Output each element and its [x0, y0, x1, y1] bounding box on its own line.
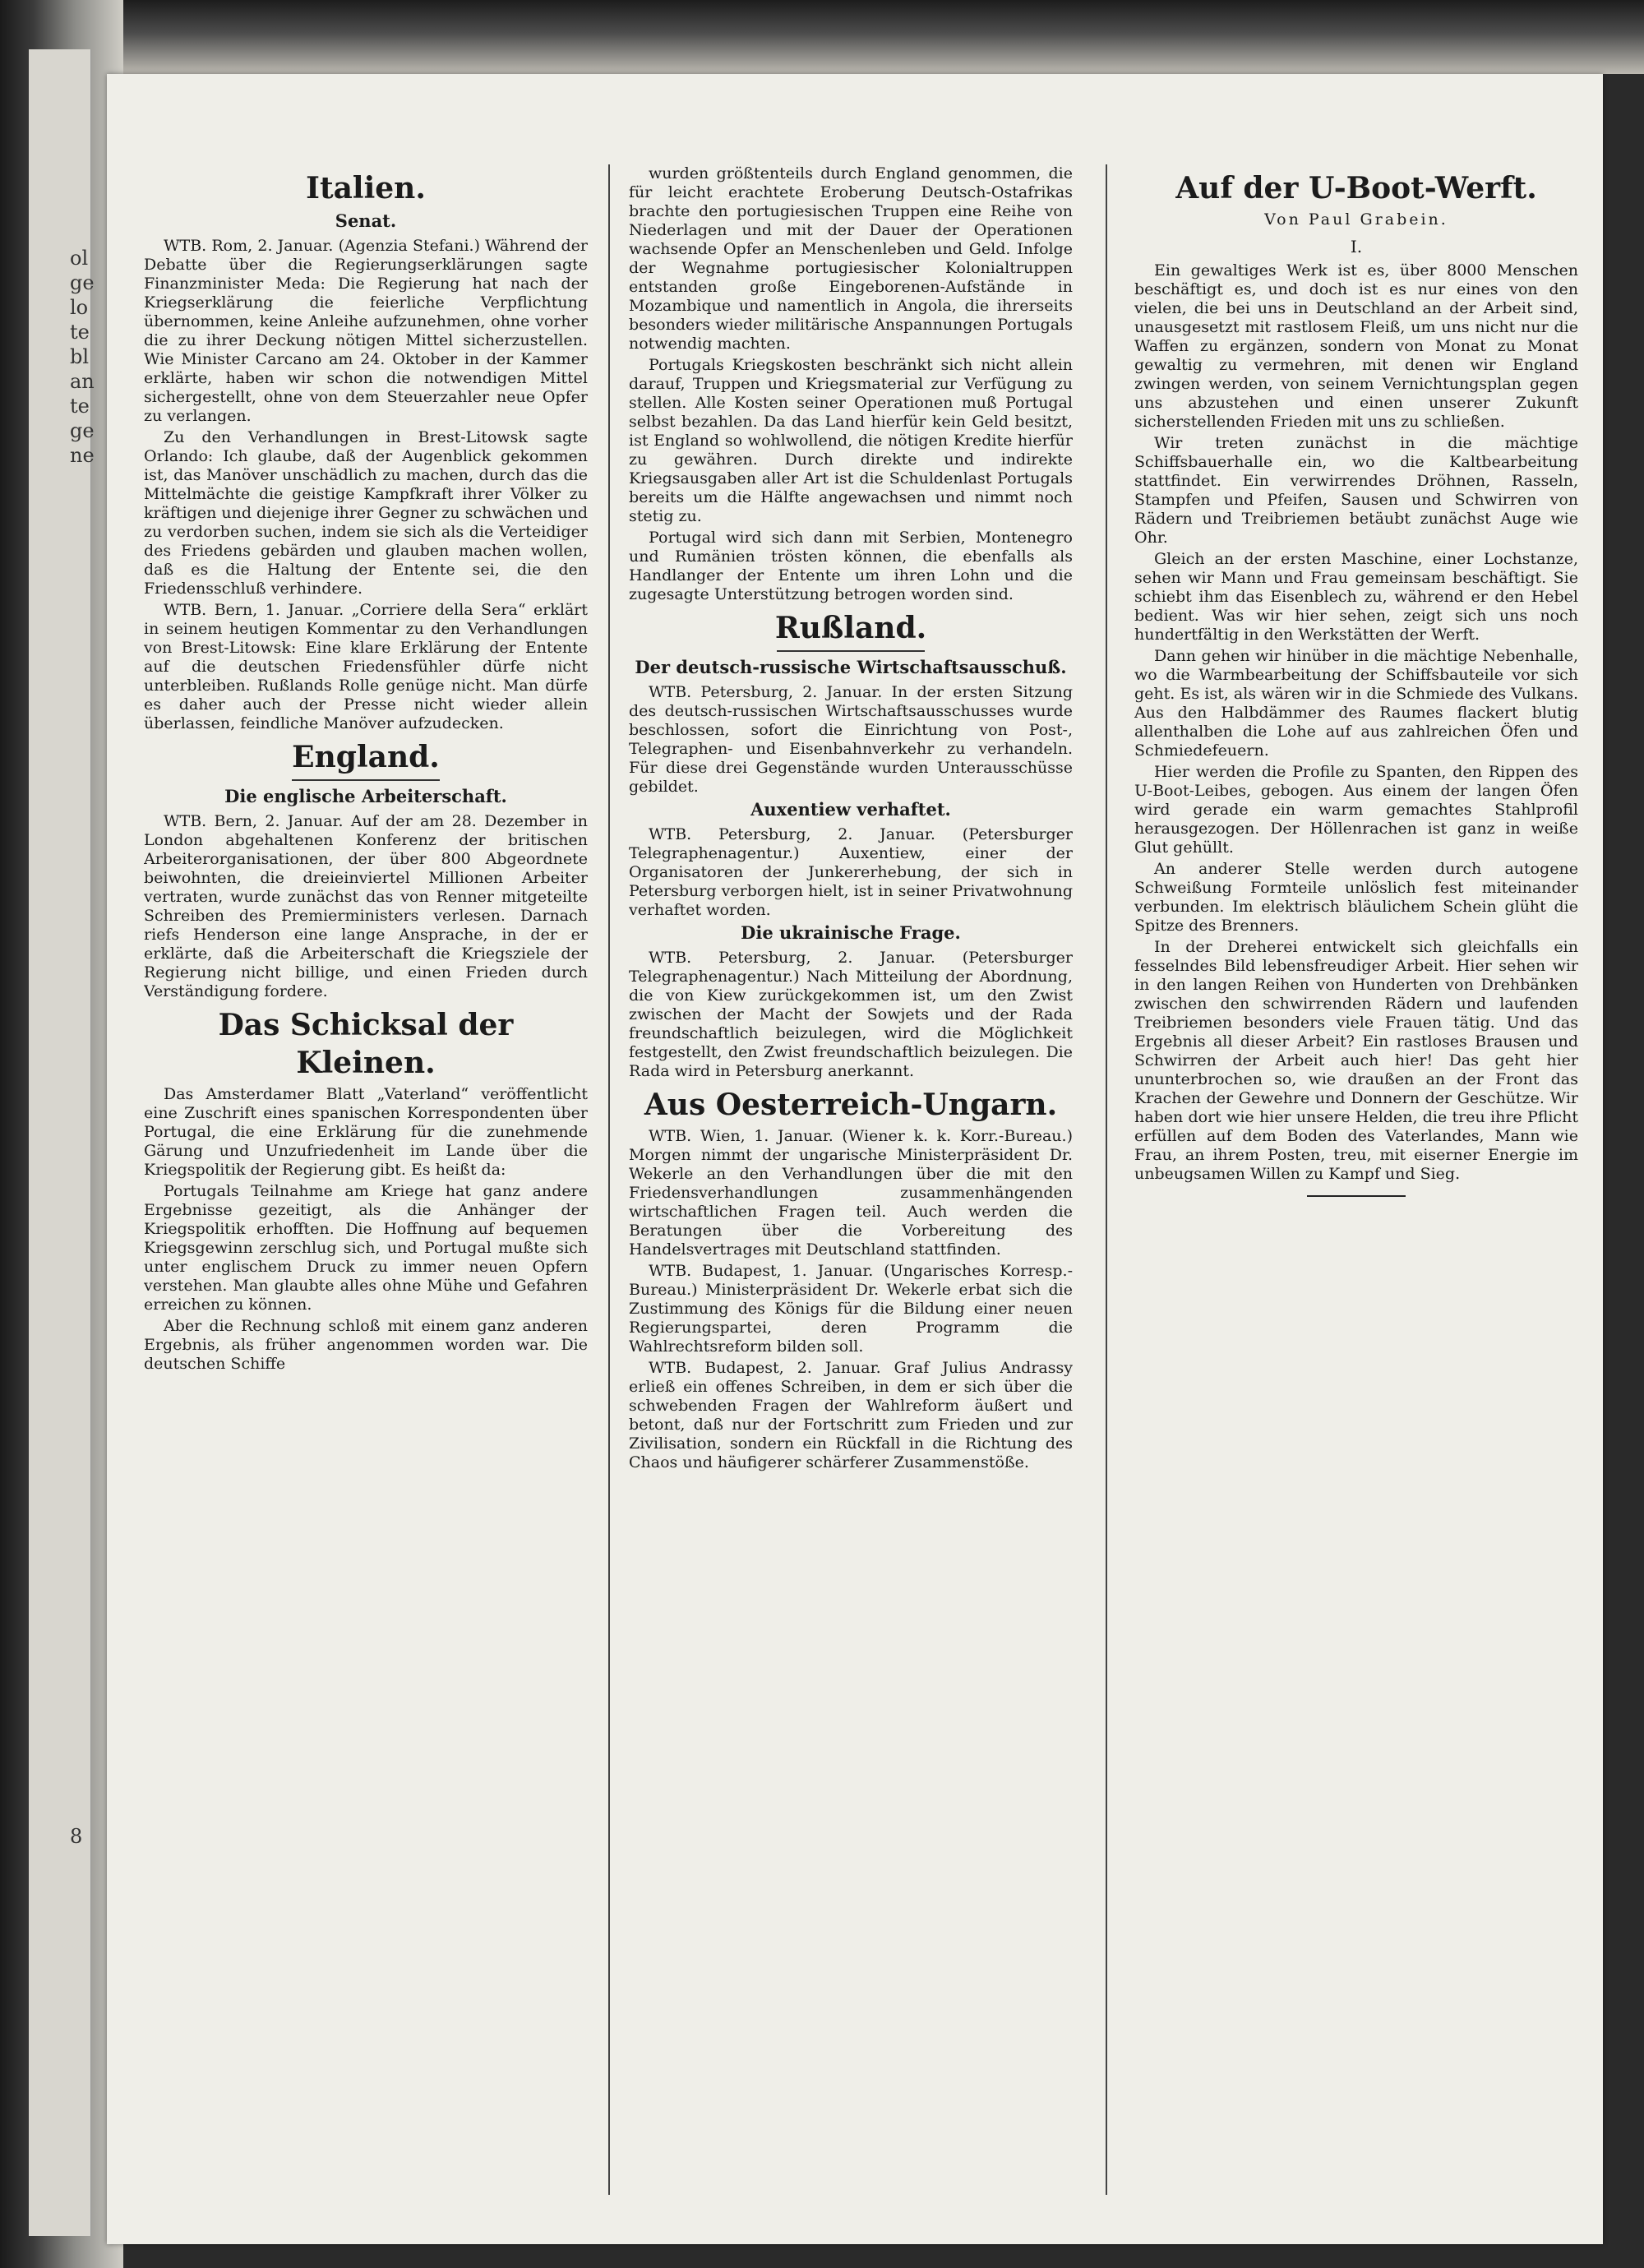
- binder-text: ol: [70, 247, 89, 270]
- part-number: I.: [1350, 237, 1363, 256]
- column-1: [144, 164, 588, 2195]
- article-paragraph: An anderer Stelle werden durch autogene Schweißung Formteile unlöslich fest miteinander verbunden. Im elektrisch bläulichem Schein glüht die Spitze des Brenners.: [1134, 860, 1578, 935]
- binder-text: te: [70, 395, 90, 418]
- scan-top-edge: [0, 0, 1644, 74]
- headline-underline: [777, 650, 925, 652]
- subhead-senat: Senat.: [335, 210, 397, 231]
- headline-italien: Italien.: [306, 171, 426, 206]
- article-paragraph: Gleich an der ersten Maschine, einer Lochstanze, sehen wir Mann und Frau gemeinsam beschäftigt. Sie schiebt ihm das Eisenblech zu, während er den Hebel bedient. Was wir hier sehen, zeigt sich uns noch hundertfältig in den Werkstätten der Werft.: [1134, 550, 1578, 644]
- end-rule: [1307, 1195, 1406, 1197]
- article-paragraph: Das Amsterdamer Blatt „Vaterland“ veröffentlicht eine Zuschrift eines spanischen Korrespondenten über Portugal, die eine Erklärung für die zunehmende Gärung und Unzufriedenheit im Lande über die Kriegspolitik der Regierung gibt. Es heißt da:: [144, 1085, 588, 1179]
- article-paragraph: In der Dreherei entwickelt sich gleichfalls ein fesselndes Bild lebensfreudiger Arbeit. Hier sehen wir in den langen Reihen von Hunderten von Drehbänken zwischen den schwirrenden Rädern und laufenden Treibriemen besonders viele Frauen tätig. Und das Ergebnis all dieser Arbeit? Ein rastloses Brausen und Schwirren der Arbeit auch hier! Das geht hier ununterbrochen so, wie draußen an der Front das Krachen der Gewehre und Donnern der Geschütze. Wir haben dort wie hier unsere Helden, die treu ihre Pflicht erfüllen auf dem Boden des Vaterlandes, Mann wie Frau, an ihrem Posten, treu, mit eiserner Energie im unbeugsamen Willen zu Kampf und Sieg.: [1134, 938, 1578, 1183]
- binder-text: ne: [70, 444, 95, 467]
- article-paragraph: Portugals Teilnahme am Kriege hat ganz andere Ergebnisse gezeitigt, als die Anhänger der Kriegspolitik erhofften. Die Hoffnung auf bequemen Kriegsgewinn zerschlug sich, und Portugal mußte sich unter englischem Druck zu immer neuen Opfern verstehen. Man glaubte alles ohne Mühe und Gefahren erreichen zu können.: [144, 1182, 588, 1314]
- article-paragraph: Hier werden die Profile zu Spanten, den Rippen des U-Boot-Leibes, gebogen. Aus einem der langen Öfen wird gerade ein warm gemachtes Stahlprofil herausgezogen. Der Höllenrachen ist ganz in weiße Glut gehüllt.: [1134, 763, 1578, 857]
- newspaper-page: [107, 74, 1603, 2244]
- headline-england: England.: [292, 740, 440, 774]
- article-paragraph: Wir treten zunächst in die mächtige Schiffsbauerhalle ein, wo die Kaltbearbeitung stattfindet. Ein verwirrendes Dröhnen, Rasseln, Stampfen und Pfeifen, Sausen und Schwirren von Rädern und Treibriemen betäubt zunächst Auge wie Ohr.: [1134, 434, 1578, 547]
- article-paragraph: Portugal wird sich dann mit Serbien, Montenegro und Rumänien trösten können, die ebenfalls als Handlanger der Entente um ihren Lohn und die zugesagte Unterstützung betrogen worden sind.: [629, 529, 1073, 603]
- article-paragraph: WTB. Wien, 1. Januar. (Wiener k. k. Korr.-Bureau.) Morgen nimmt der ungarische Ministerpräsident Dr. Wekerle an den Verhandlungen über die mit den Friedensverhandlungen zusammenhängenden wirtschaftlichen Fragen teil. Auch werden die Beratungen über die Vorbereitung des Handelsvertrages mit Deutschland stattfinden.: [629, 1127, 1073, 1259]
- binder-text: ge: [70, 419, 95, 442]
- article-paragraph: Aber die Rechnung schloß mit einem ganz anderen Ergebnis, als früher angenommen worden war. Die deutschen Schiffe: [144, 1317, 588, 1373]
- byline: Von Paul Grabein.: [1264, 210, 1448, 229]
- headline-underline: [292, 779, 440, 781]
- subhead-ukrainische-frage: Die ukrainische Frage.: [741, 922, 961, 943]
- article-paragraph: Portugals Kriegskosten beschränkt sich nicht allein darauf, Truppen und Kriegsmaterial zur Verfügung zu stellen. Alle Kosten seiner Operationen muß Portugal selbst bezahlen. Da das Land hierfür kein Geld besitzt, ist England so wohlwollend, die nötigen Kredite hierfür zu gewähren. Durch direkte und indirekte Kriegsausgaben aller Art ist die Schuldenlast Portugals bereits um die Hälfte angewachsen und nimmt noch stetig zu.: [629, 356, 1073, 525]
- article-paragraph: WTB. Budapest, 2. Januar. Graf Julius Andrassy erließ ein offenes Schreiben, in dem er sich über die schwebenden Fragen der Wahlreform äußert und betont, daß nur der Fortschritt zum Frieden und zur Zivilisation, sondern ein Rückfall in die Richtung des Chaos und häufigerer schärferer Zusammenstöße.: [629, 1359, 1073, 1471]
- article-paragraph: WTB. Petersburg, 2. Januar. (Petersburger Telegraphenagentur.) Auxentiew, einer der Organisatoren der Junkererhebung, der sich in Petersburg verborgen hielt, ist in seiner Privatwohnung verhaftet worden.: [629, 825, 1073, 919]
- subhead-wirtschaftsausschuss: Der deutsch-russische Wirtschaftsausschuß.: [635, 657, 1067, 677]
- article-paragraph: WTB. Petersburg, 2. Januar. (Petersburger Telegraphenagentur.) Nach Mitteilung der Abordnung, die von Kiew zurückgekommen ist, um den Zwist zwischen der Macht der Sowjets und der Rada freundschaftlich beizulegen, wird die Möglichkeit festgestellt, den Zwist freundschaftlich beizulegen. Die Rada wird in Petersburg anerkannt.: [629, 949, 1073, 1080]
- binder-text: an: [70, 370, 95, 393]
- headline-uboot-werft: Auf der U-Boot-Werft.: [1175, 171, 1537, 206]
- subhead-auxentiew: Auxentiew verhaftet.: [750, 799, 951, 820]
- binder-text: 8: [70, 1825, 83, 1848]
- binder-text: lo: [70, 296, 89, 319]
- column-rule: [608, 164, 610, 2195]
- headline-oesterreich: Aus Oesterreich-Ungarn.: [644, 1088, 1058, 1122]
- article-paragraph: WTB. Petersburg, 2. Januar. In der ersten Sitzung des deutsch-russischen Wirtschaftsausschusses wurde beschlossen, sofort die Einrichtung von Post-, Telegraphen- und Eisenbahnverkehr zu verhandeln. Für diese drei Gegenstände wurden Unterausschüsse gebildet.: [629, 683, 1073, 796]
- article-paragraph: WTB. Bern, 2. Januar. Auf der am 28. Dezember in London abgehaltenen Konferenz der britischen Arbeiterorganisationen, der über 800 Abgeordnete beiwohnten, die dreieinviertel Millionen Arbeiter vertraten, wurde zunächst das von Renner mitgeteilte Schreiben des Premierministers verlesen. Darnach riefs Henderson eine lange Ansprache, in der er erklärte, daß die Arbeiterschaft die Kriegsziele der Regierung nicht billige, und einen Frieden durch Verständigung fordere.: [144, 812, 588, 1000]
- article-paragraph: WTB. Rom, 2. Januar. (Agenzia Stefani.) Während der Debatte über die Regierungserklärungen sagte Finanzminister Meda: Die Regierung hat nach der Kriegserklärung die feierliche Verpflichtung übernommen, keine Anleihe aufzunehmen, ohne vorher die zu ihrer Deckung nötigen Mittel sicherzustellen. Wie Minister Carcano am 24. Oktober in der Kammer erklärte, haben wir schon die notwendigen Mittel sichergestellt, ohne von dem Steuerzahler neue Opfer zu verlangen.: [144, 237, 588, 425]
- column-rule: [1106, 164, 1107, 2195]
- article-paragraph: wurden größtenteils durch England genommen, die für leicht erachtete Eroberung Deutsch-Ostafrikas brachte den portugiesischen Truppen eine Reihe von Niederlagen und mit der Dauer der Operationen wachsende Opfer an Menschenleben und Geld. Infolge der Wegnahme portugiesischer Kolonialtruppen entstanden große Eingeborenen-Aufstände in Mozambique und namentlich in Angola, die ihrerseits besonders wieder militärische Anspannungen Portugals notwendig machten.: [629, 164, 1073, 353]
- article-paragraph: Dann gehen wir hinüber in die mächtige Nebenhalle, wo die Warmbearbeitung der Schiffsbauteile vor sich geht. Es ist, als wären wir in die Schmiede des Vulkans. Aus den Halbdämmer des Raumes flackert blutig allenthalben die Lohe auf aus zahlreichen Öfen und Schmiedefeuern.: [1134, 647, 1578, 760]
- column-2: [629, 164, 1073, 2195]
- binder-text: bl: [70, 345, 90, 368]
- binder-text: te: [70, 321, 90, 344]
- subhead-arbeiterschaft: Die englische Arbeiterschaft.: [224, 786, 507, 806]
- article-paragraph: Ein gewaltiges Werk ist es, über 8000 Menschen beschäftigt es, und doch ist es nur eines von den vielen, die bei uns in Deutschland an der Arbeit sind, unausgesetzt mit rastlosem Fleiß, um uns nicht nur die Waffen zu ergänzen, sondern von Monat zu Monat gewaltig zu vermehren, mit denen wir England zwingen werden, von seinem Vernichtungsplan gegen uns abzustehen und einen unserer Zukunft sicherstellenden Frieden mit uns zu schließen.: [1134, 261, 1578, 431]
- article-paragraph: WTB. Bern, 1. Januar. „Corriere della Sera“ erklärt in seinem heutigen Kommentar zu den Verhandlungen von Brest-Litowsk: Eine klare Erklärung der Entente auf die deutschen Friedensfühler dürfe nicht unterbleiben. Rußlands Rolle genüge nicht. Man dürfe es daher auch der Presse nicht wieder allein überlassen, feindliche Manöver aufzudecken.: [144, 601, 588, 732]
- article-paragraph: WTB. Budapest, 1. Januar. (Ungarisches Korresp.-Bureau.) Ministerpräsident Dr. Wekerle erbat sich die Zustimmung des Königs für die Bildung einer neuen Regierungspartei, deren Programm die Wahlrechtsreform bilden soll.: [629, 1262, 1073, 1356]
- article-paragraph: Zu den Verhandlungen in Brest-Litowsk sagte Orlando: Ich glaube, daß der Augenblick gekommen ist, das Manöver unschädlich zu machen, durch das die Mittelmächte die geistige Kampfkraft ihrer Völker zu kräftigen und diejenige ihrer Gegner zu schwächen und zu verdorben suchen, indem sie sich als die Verteidiger des Friedens gebärden und glauben machen wollen, daß es die Haltung der Entente sei, die den Friedensschluß verhindere.: [144, 428, 588, 598]
- binder-strip: [29, 49, 95, 2236]
- binder-text: ge: [70, 271, 95, 294]
- headline-russland: Rußland.: [774, 611, 927, 645]
- headline-schicksal: Das Schicksal der Kleinen.: [218, 1008, 514, 1080]
- column-3: [1134, 164, 1578, 2195]
